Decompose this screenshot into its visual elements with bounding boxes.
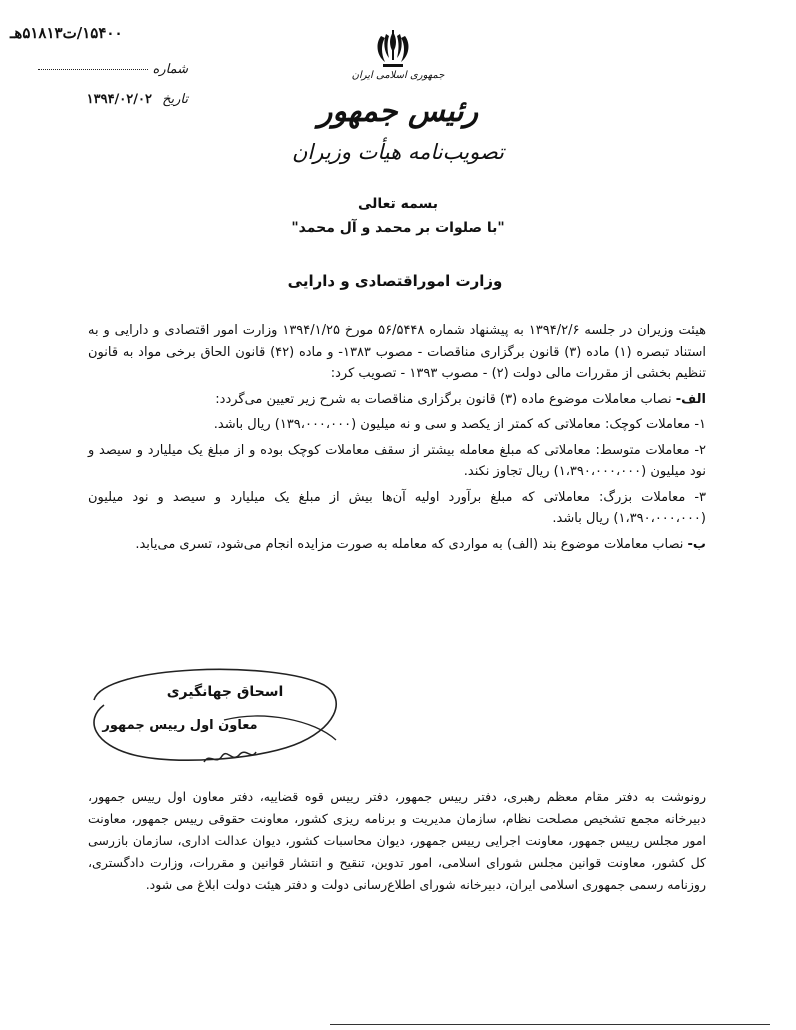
letter-number [10, 24, 190, 42]
date-label: تاریخ [162, 92, 188, 107]
iran-emblem-icon [371, 28, 415, 72]
signatory-name: اسحاق جهانگیری [166, 684, 284, 700]
item-small-transactions: ۱- معاملات کوچک: معاملاتی که کمتر از یکصد و سی و نه میلیون (۱۳۹،۰۰۰،۰۰۰) ریال باشد. [213, 417, 706, 432]
carbon-copy-list: رونوشت به دفتر مقام معظم رهبری، دفتر رییس جمهور، دفتر رییس قوه قضاییه، دفتر معاون اول رییس جمهور، دبیرخانه مجمع تشخیص مصلحت نظام، سازمان مدیریت و برنامه ریزی کشور، معاونت حقوقی رییس جمهور، معاونت امور مجلس رییس جمهور، معاونت اجرایی رییس جمهور، دیوان محاسبات کشور، دیوان عدالت اداری، سازمان بازرسی کل کشور، معاونت قوانین مجلس شورای اسلامی، امور تدوین، تنقیح و انتشار قوانین و مقررات، وزارت دادگستری، روزنامه رسمی جمهوری اسلامی ایران، دبیرخانه شورای اطلاع‌رسانی دولت و دفتر هیئت دولت ابلاغ می شود. [88, 789, 706, 892]
clause-be-text: نصاب معاملات موضوع بند (الف) به مواردی که معامله به صورت مزایده انجام می‌شود، تسری می‌یابد. [135, 536, 688, 552]
approval-heading: تصویب‌نامه هیأت وزیران [291, 140, 505, 164]
clause-alef-label: الف- [675, 391, 706, 407]
president-heading: رئیس جمهور [317, 94, 479, 129]
bismillah: بسمه تعالی [357, 196, 439, 212]
clause-alef-text: نصاب معاملات موضوع ماده (۳) قانون برگزاری مناقصات به شرح زیر تعیین می‌گردد: [215, 391, 676, 407]
republic-heading: جمهوری اسلامی ایران [351, 70, 445, 81]
addressee: وزارت اموراقتصادی و دارایی [287, 272, 503, 290]
clause-be-label: ب- [687, 536, 706, 552]
number-label: شماره [152, 62, 188, 77]
date-field [28, 92, 188, 107]
signature-scrawl [200, 744, 260, 770]
number-dotted-line [38, 69, 148, 70]
intro-paragraph: هیئت وزیران در جلسه ۱۳۹۴/۲/۶ به پیشنهاد شماره ۵۶/۵۴۴۸ مورخ ۱۳۹۴/۱/۲۵ وزارت امور اقتصادی و دارایی و به استناد تبصره (۱) ماده (۳) قانون برگزاری مناقصات - مصوب ۱۳۸۳- و ماده (۴۲) قانون الحاق برخی مواد به قانون تنظیم بخشی از مقررات مالی دولت (۲) - مصوب ۱۳۹۳ - تصویب کرد: [88, 323, 706, 381]
footer-divider [330, 1024, 770, 1025]
item-medium-transactions: ۲- معاملات متوسط: معاملاتی که مبلغ معامله بیشتر از سقف معاملات کوچک بوده و از مبلغ یک میلیارد و سیصد و نود میلیون (۱،۳۹۰،۰۰۰،۰۰۰) ریال تجاوز نکند. [88, 442, 706, 479]
signatory-title: معاون اول رییس جمهور [102, 718, 258, 733]
letter-number-value: ۱۵۴۰۰/ت۵۱۸۱۳هـ [10, 24, 123, 42]
decree-body [88, 320, 706, 555]
date-value: ۱۳۹۴/۰۲/۰۲ [86, 92, 152, 107]
item-large-transactions: ۳- معاملات بزرگ: معاملاتی که مبلغ برآورد اولیه آن‌ها بیش از مبلغ یک میلیارد و سیصد و نود میلیون (۱،۳۹۰،۰۰۰،۰۰۰) ریال باشد. [88, 489, 706, 526]
clause-alef [88, 389, 706, 411]
clause-be [88, 534, 706, 556]
number-field [28, 62, 188, 77]
salawat: "با صلوات بر محمد و آل محمد" [291, 220, 505, 236]
